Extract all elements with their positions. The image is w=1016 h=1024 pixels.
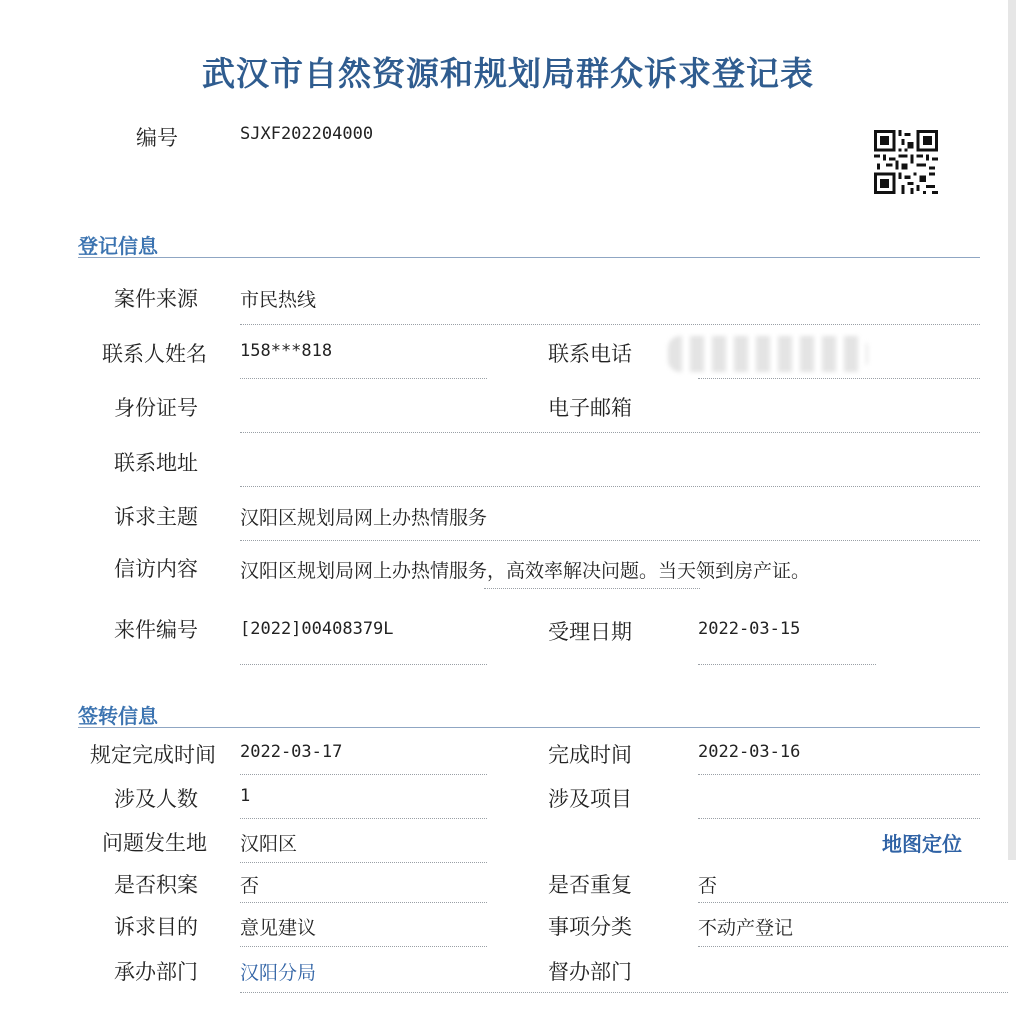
map-locate-link[interactable]: 地图定位 — [882, 832, 962, 856]
purpose-label: 诉求目的 — [114, 915, 198, 939]
purpose-underline — [240, 946, 487, 947]
done-label: 完成时间 — [548, 743, 632, 767]
serial-value: SJXF202204000 — [240, 124, 374, 144]
section-register-title: 登记信息 — [78, 234, 158, 258]
serial-label: 编号 — [136, 126, 178, 150]
deadline-label: 规定完成时间 — [90, 743, 216, 767]
deadline-underline — [240, 774, 487, 775]
topic-value: 汉阳区规划局网上办热情服务 — [240, 507, 488, 529]
handler-label: 承办部门 — [114, 960, 198, 984]
doc-no-value: [2022]00408379L — [240, 619, 394, 639]
topic-label: 诉求主题 — [114, 505, 198, 529]
place-label: 问题发生地 — [102, 831, 207, 855]
purpose-value: 意见建议 — [240, 917, 317, 939]
backlog-underline — [240, 902, 487, 903]
repeat-value: 否 — [698, 875, 718, 897]
done-underline — [698, 774, 980, 775]
section-transfer-title: 签转信息 — [78, 704, 158, 728]
source-underline — [240, 324, 980, 325]
people-underline — [240, 818, 487, 819]
page-title: 武汉市自然资源和规划局群众诉求登记表 — [202, 54, 814, 93]
category-value: 不动产登记 — [698, 917, 794, 939]
done-value: 2022-03-16 — [698, 742, 801, 762]
content-value: 汉阳区规划局网上办热情服务，高效率解决问题。当天领到房产证。 — [240, 560, 811, 582]
repeat-label: 是否重复 — [548, 873, 632, 897]
phone-underline — [698, 378, 980, 379]
doc-no-label: 来件编号 — [114, 618, 198, 642]
handler-underline — [240, 992, 1008, 993]
topic-underline — [240, 540, 980, 541]
contact-name-underline — [240, 378, 487, 379]
qr-code-icon — [874, 130, 938, 194]
source-label: 案件来源 — [114, 287, 198, 311]
content-label: 信访内容 — [114, 557, 198, 581]
source-value: 市民热线 — [240, 289, 317, 311]
project-underline — [698, 818, 980, 819]
repeat-underline — [698, 902, 1008, 903]
category-label: 事项分类 — [548, 915, 632, 939]
contact-name-label: 联系人姓名 — [102, 342, 207, 366]
people-value: 1 — [240, 786, 251, 806]
phone-label: 联系电话 — [548, 342, 632, 366]
id-email-underline — [240, 432, 980, 433]
address-underline — [240, 486, 980, 487]
accept-date-value: 2022-03-15 — [698, 619, 801, 639]
content-underline — [484, 588, 700, 589]
supervisor-label: 督办部门 — [548, 960, 632, 984]
backlog-value: 否 — [240, 875, 260, 897]
place-underline — [240, 862, 487, 863]
accept-date-underline — [698, 664, 876, 665]
place-value: 汉阳区 — [240, 833, 298, 855]
accept-date-label: 受理日期 — [548, 620, 632, 644]
section-register-divider — [78, 257, 980, 258]
section-transfer-divider — [78, 727, 980, 728]
doc-no-underline — [240, 664, 487, 665]
deadline-value: 2022-03-17 — [240, 742, 343, 762]
address-label: 联系地址 — [114, 451, 198, 475]
handler-value[interactable]: 汉阳分局 — [240, 962, 317, 984]
project-label: 涉及项目 — [548, 787, 632, 811]
contact-name-value: 158***818 — [240, 341, 333, 361]
backlog-label: 是否积案 — [114, 873, 198, 897]
id-label: 身份证号 — [114, 396, 198, 420]
scrollbar-track[interactable] — [1008, 0, 1016, 860]
email-label: 电子邮箱 — [548, 396, 632, 420]
people-label: 涉及人数 — [114, 787, 198, 811]
phone-redacted — [668, 336, 868, 372]
category-underline — [698, 946, 1008, 947]
